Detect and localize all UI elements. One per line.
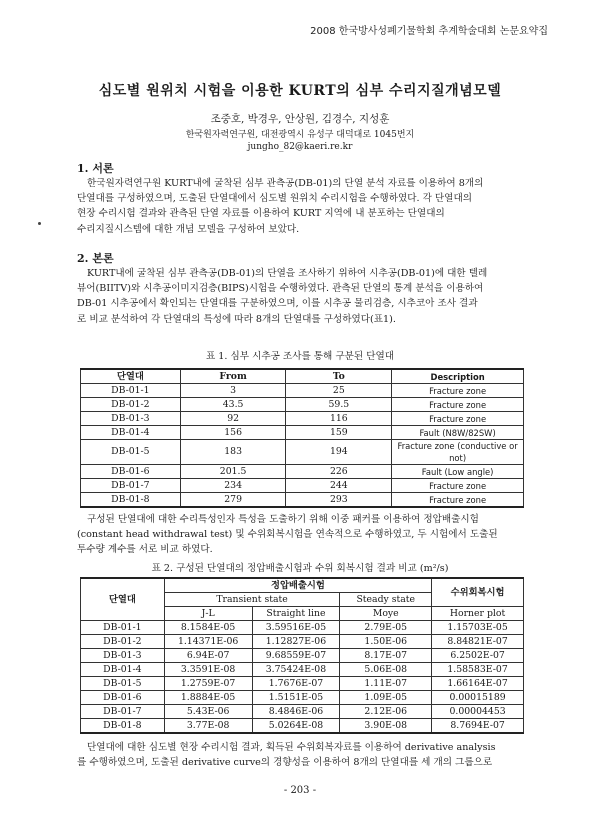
table-row (81, 705, 524, 719)
table-cell: 116 (286, 412, 392, 426)
table-cell: 3.3591E-08 (164, 663, 252, 677)
section-heading-intro: 1. 서론 (77, 162, 114, 175)
col-header-horner: Horner plot (432, 607, 524, 621)
table-row (81, 465, 524, 479)
table-cell: DB-01-4 (81, 426, 181, 440)
text-line: (constant head withdrawal test) 및 수위회복시험을 연속적으로 수행하였고, 두 시험에서 도출된 (77, 529, 498, 541)
table-row (81, 719, 524, 734)
table-cell: 59.5 (286, 398, 392, 412)
table-cell: 25 (286, 384, 392, 398)
table-cell: 3 (180, 384, 286, 398)
table-cell: 1.66164E-07 (432, 677, 524, 691)
text-line: 단열대에 대한 심도별 현장 수리시험 결과, 획득된 수위회복자료를 이용하여 derivative analysis (87, 742, 496, 753)
col-header-straight-line: Straight line (252, 607, 340, 621)
table-cell: 8.7694E-07 (432, 719, 524, 734)
proceedings-header: 2008 한국방사성폐기물학회 추계학술대회 논문요약집 (310, 26, 548, 37)
text-line: 현장 수리시험 결과와 관측된 단열 자료를 이용하여 KURT 지역에 내 분포하는 단열대의 (77, 208, 445, 220)
text-line: 를 수행하였으며, 도출된 derivative curve의 경향성을 이용하여 8개의 단열대를 세 개의 그룹으로 (77, 757, 493, 769)
table-cell: 194 (286, 440, 392, 465)
table-cell: 1.7676E-07 (252, 677, 340, 691)
text-line: 뷰어(BIITV)와 시추공이미지검층(BIPS)시험을 수행하였다. 관측된 단열의 통계 분석을 이용하여 (77, 283, 484, 295)
table-row (81, 479, 524, 493)
table-cell: 3.77E-08 (164, 719, 252, 734)
table-cell: DB-01-1 (81, 384, 181, 398)
table-cell: 3.59516E-05 (252, 621, 340, 635)
paper-title: 심도별 원위치 시험을 이용한 KURT의 심부 수리지질개념모델 (98, 83, 502, 99)
table-cell: 3.90E-08 (340, 719, 432, 734)
table-cell: 9.68559E-07 (252, 649, 340, 663)
table-cell: DB-01-6 (81, 465, 181, 479)
table-cell: DB-01-5 (81, 440, 181, 465)
table-cell: 1.58583E-07 (432, 663, 524, 677)
intro-paragraph (77, 176, 523, 237)
table-cell: 1.2759E-07 (164, 677, 252, 691)
table-row (81, 440, 524, 465)
table-cell: 8.17E-07 (340, 649, 432, 663)
fracture-zone-table (80, 368, 524, 508)
author-list: 조중호, 박경우, 안상원, 김경수, 지성훈 (210, 113, 390, 125)
table-cell: DB-01-3 (81, 649, 165, 663)
col-header-transient: Transient state (164, 593, 340, 607)
table-row (81, 493, 524, 508)
table-cell: 6.94E-07 (164, 649, 252, 663)
table-row (81, 663, 524, 677)
table-cell: DB-01-1 (81, 621, 165, 635)
table-row (81, 384, 524, 398)
col-header: 단열대 (81, 369, 181, 384)
table-row (81, 621, 524, 635)
table-row (81, 691, 524, 705)
section-heading-body: 2. 본론 (77, 252, 114, 265)
body-paragraph (77, 266, 523, 327)
text-line: 단열대를 구성하였으며, 도출된 단열대에서 심도별 원위치 수리시험을 수행하였다. 각 단열대의 (77, 193, 472, 205)
page-number: - 203 - (283, 785, 317, 796)
table-cell: DB-01-3 (81, 412, 181, 426)
table-cell: 5.06E-08 (340, 663, 432, 677)
text-line: 한국원자력연구원 KURT내에 굴착된 심부 관측공(DB-01)의 단열 분석 자료를 이용하여 8개의 (87, 178, 484, 189)
table1-caption: 표 1. 심부 시추공 조사를 통해 구분된 단열대 (205, 351, 395, 362)
col-header-zone: 단열대 (81, 578, 165, 621)
table-cell: 244 (286, 479, 392, 493)
table-cell: 92 (180, 412, 286, 426)
col-header-moye: Moye (340, 607, 432, 621)
table-cell: Fracture zone (392, 412, 524, 426)
analysis-paragraph (77, 740, 523, 770)
text-line: 구성된 단열대에 대한 수리특성인자 특성을 도출하기 위해 이중 패커를 이용하여 정압배출시험 (87, 514, 479, 525)
col-header-jl: J-L (164, 607, 252, 621)
col-header-recovery: 수위회복시험 (432, 578, 524, 607)
table-cell: 1.50E-06 (340, 635, 432, 649)
table-cell: 293 (286, 493, 392, 508)
table-cell: DB-01-4 (81, 663, 165, 677)
table-cell: Fracture zone (392, 398, 524, 412)
col-header: Description (392, 369, 524, 384)
table-cell: DB-01-7 (81, 705, 165, 719)
table-cell: 183 (180, 440, 286, 465)
table2-caption: 표 2. 구성된 단열대의 정압배출시험과 수위 회복시험 결과 비교 (m²/s) (151, 563, 449, 574)
table-cell: 226 (286, 465, 392, 479)
table-row (81, 426, 524, 440)
table-cell: DB-01-6 (81, 691, 165, 705)
table-cell: 1.11E-07 (340, 677, 432, 691)
table-cell: 0.00015189 (432, 691, 524, 705)
transmissivity-table (80, 577, 524, 734)
scan-speck (38, 222, 41, 225)
table-cell: Fracture zone (392, 479, 524, 493)
table-cell: Fault (Low angle) (392, 465, 524, 479)
table-row (81, 649, 524, 663)
table-cell: 2.12E-06 (340, 705, 432, 719)
table-cell: 1.09E-05 (340, 691, 432, 705)
table-cell: 6.2502E-07 (432, 649, 524, 663)
author-email: jungho_82@kaeri.re.kr (247, 142, 353, 152)
table-cell: 234 (180, 479, 286, 493)
text-line: 수리지질시스템에 대한 개념 모델을 구성하여 보았다. (77, 223, 300, 235)
table-cell: 1.5151E-05 (252, 691, 340, 705)
table-cell: DB-01-7 (81, 479, 181, 493)
table-cell: Fracture zone (conductive or not) (392, 440, 524, 465)
table-row (81, 677, 524, 691)
table-cell: 5.0264E-08 (252, 719, 340, 734)
affiliation: 한국원자력연구원, 대전광역시 유성구 대덕대로 1045번지 (185, 130, 415, 140)
test-paragraph (77, 512, 523, 558)
table-row (81, 398, 524, 412)
text-line: KURT내에 굴착된 심부 관측공(DB-01)의 단열을 조사하기 위하여 시추공(DB-01)에 대한 텔레 (87, 268, 488, 279)
col-header: From (180, 369, 286, 384)
col-header: To (286, 369, 392, 384)
table-cell: DB-01-2 (81, 635, 165, 649)
text-line: 투수량 계수를 서로 비교 하였다. (77, 544, 213, 556)
table-cell: 1.12827E-06 (252, 635, 340, 649)
table-cell: 1.14371E-06 (164, 635, 252, 649)
table-cell: DB-01-8 (81, 719, 165, 734)
table-cell: 201.5 (180, 465, 286, 479)
table-cell: 43.5 (180, 398, 286, 412)
table-cell: Fracture zone (392, 384, 524, 398)
table-cell: DB-01-2 (81, 398, 181, 412)
table-cell: 8.4846E-06 (252, 705, 340, 719)
table-cell: 156 (180, 426, 286, 440)
table-cell: 2.79E-05 (340, 621, 432, 635)
text-line: DB-01 시추공에서 확인되는 단열대를 구분하였으며, 이를 시추공 물리검층, 시추코아 조사 결과 (77, 298, 478, 310)
col-header-steady: Steady state (340, 593, 432, 607)
table-row (81, 412, 524, 426)
table-cell: 8.84821E-07 (432, 635, 524, 649)
text-line: 로 비교 분석하여 각 단열대의 특성에 따라 8개의 단열대를 구성하였다(표1). (77, 313, 396, 325)
table-cell: 159 (286, 426, 392, 440)
table-cell: 8.1584E-05 (164, 621, 252, 635)
table-cell: 0.00004453 (432, 705, 524, 719)
table-cell: 3.75424E-08 (252, 663, 340, 677)
table-cell: Fracture zone (392, 493, 524, 508)
table-cell: 1.8884E-05 (164, 691, 252, 705)
table-cell: DB-01-8 (81, 493, 181, 508)
col-header-constant-head: 정압배출시험 (164, 578, 431, 593)
table-cell: 5.43E-06 (164, 705, 252, 719)
table-cell: DB-01-5 (81, 677, 165, 691)
table-row (81, 635, 524, 649)
table-cell: 1.15703E-05 (432, 621, 524, 635)
table-cell: 279 (180, 493, 286, 508)
table-cell: Fault (N8W/82SW) (392, 426, 524, 440)
